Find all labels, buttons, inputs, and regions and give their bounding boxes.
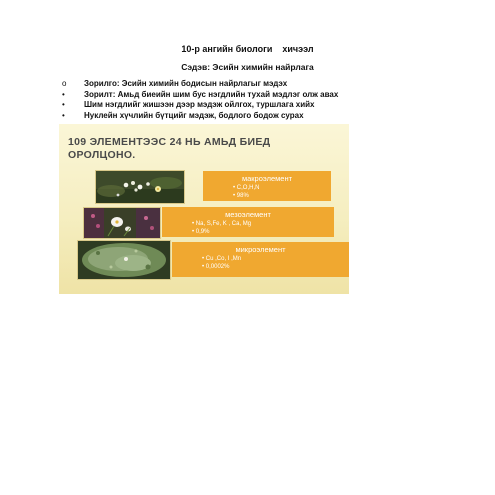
panel-percent: • 0,9% — [166, 228, 330, 236]
goals-list — [62, 79, 338, 121]
panel-heading: мезоэлемент — [225, 210, 271, 219]
panel-heading: макроэлемент — [241, 174, 293, 183]
circle-bullet-icon: o — [62, 79, 67, 88]
goal-text: Зорилго: Эсийн химийн бодисын найрлагыг мэдэх — [84, 79, 288, 88]
panel-percent: • 98% — [207, 192, 327, 200]
slide-image — [59, 124, 349, 294]
panel-heading: микроэлемент — [235, 245, 286, 254]
bullet-icon: • — [62, 110, 65, 120]
mesoelement-panel — [162, 207, 334, 237]
goal-text: Зорилт: Амьд биеийн шим бус нэгдлийн тухай мэдлэг олж авах — [84, 89, 339, 99]
lesson-topic: Сэдэв: Эсийн химийн найрлага — [181, 62, 314, 72]
goal-text: Нуклейн хүчлийн бүтцийг мэдэж, бодлого бодож сурах — [84, 110, 304, 120]
flower-photo — [83, 207, 161, 239]
goal-text: Шим нэгдлийг жишээн дээр мэдэж ойлгох, туршлага хийх — [84, 100, 315, 109]
slide-title: 109 ЭЛЕМЕНТЭЭС 24 НЬ АМЬД БИЕД ОРОЛЦОНО. — [68, 136, 271, 161]
goal-item — [62, 90, 338, 101]
goal-item — [62, 100, 338, 111]
panel-elements: • Na, S,Fe, K , Ca, Mg — [166, 220, 330, 228]
panel-elements: • Cu ,Co, I ,Mn — [176, 255, 345, 263]
moss-photo — [77, 240, 171, 280]
lesson-title: 10-р ангийн биологи хичээл — [181, 44, 314, 54]
macroelement-panel — [203, 171, 331, 201]
microelement-panel — [172, 242, 349, 277]
bullet-icon: • — [62, 100, 65, 109]
goal-item — [62, 111, 338, 122]
flower-photo — [95, 170, 185, 204]
bullet-icon: • — [62, 89, 65, 99]
panel-elements: • C,O,H,N — [207, 184, 327, 192]
panel-percent: • 0,0002% — [176, 263, 345, 271]
goal-item — [62, 79, 338, 90]
